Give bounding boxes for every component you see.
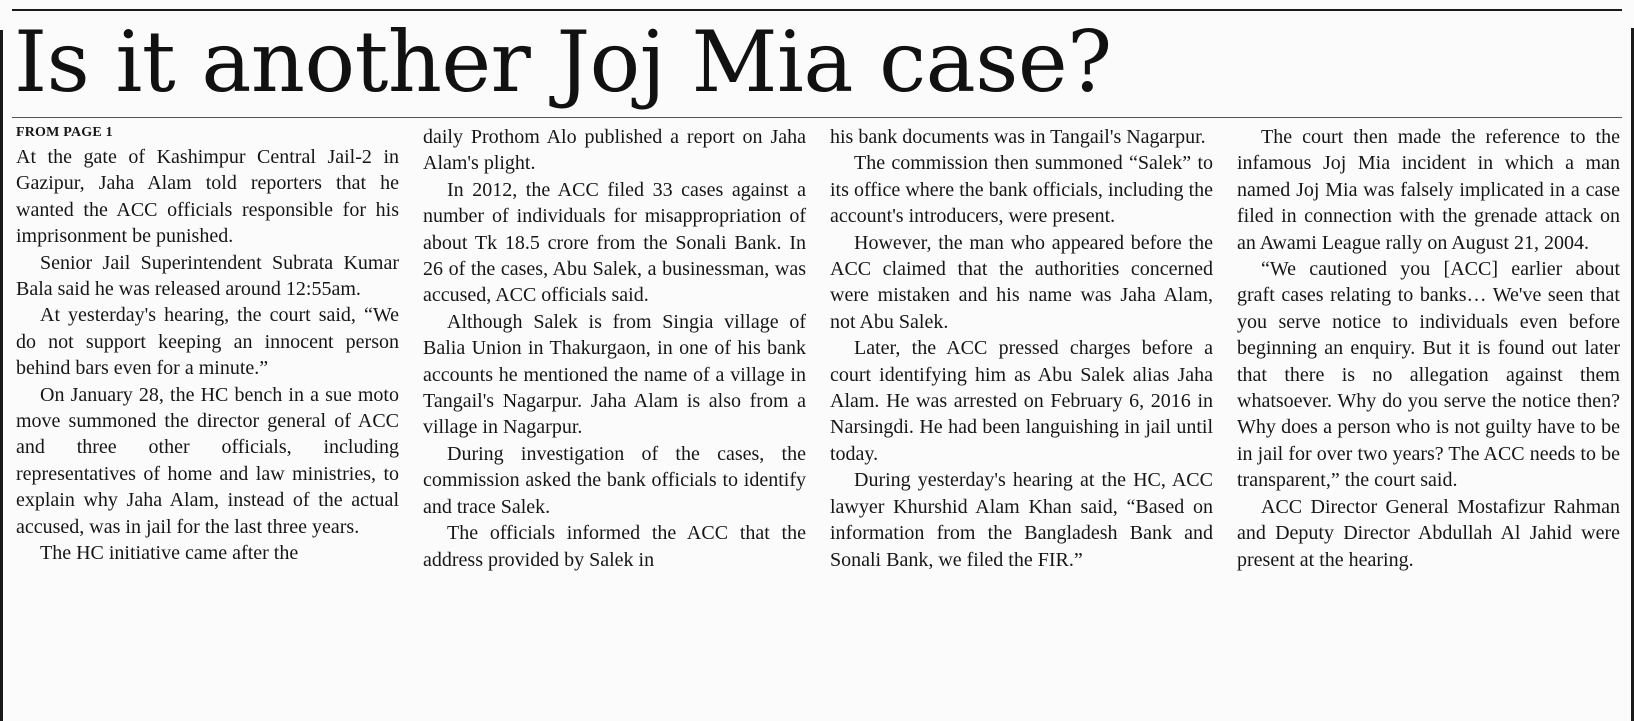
column-2 [423,124,806,721]
paragraph: At yesterday's hearing, the court said, “We do not support keeping an innocent person behind bars even for a minute.” [16,304,399,380]
paragraph: During investigation of the cases, the commission asked the bank officials to identify and trace Salek. [423,442,806,518]
paragraph: “We cautioned you [ACC] earlier about graft cases relating to banks… We've seen that you serve notice to individuals even before beginning an enquiry. But it is found out later that there is no allegation against them whatsoever. Why do you serve the notice then? Why does a person who is not guilty have to be in jail for over two years? The ACC needs to be transparent,” the court said. [1237,258,1620,492]
paragraph: At the gate of Kashimpur Central Jail-2 in Gazipur, Jaha Alam told reporters that he wanted the ACC officials responsible for his imprisonment be punished. [16,146,399,248]
paragraph: The commission then summoned “Salek” to its office where the bank officials, including the account's introducers, were present. [830,152,1213,228]
column-3 [830,124,1213,721]
paragraph: The officials informed the ACC that the address provided by Salek in [423,522,806,571]
paragraph: In 2012, the ACC filed 33 cases against a number of individuals for misappropriation of about Tk 18.5 crore from the Sonali Bank. In 26 of the cases, Abu Salek, a businessman, was accused, ACC officials said. [423,178,806,307]
paragraph: ACC Director General Mostafizur Rahman and Deputy Director Abdullah Al Jahid were present at the hearing. [1237,495,1620,571]
paragraph: During yesterday's hearing at the HC, ACC lawyer Khurshid Alam Khan said, “Based on information from the Bangladesh Bank and Sonali Bank, we filed the FIR.” [830,469,1213,571]
article-body [16,124,1620,721]
paragraph: his bank documents was in Tangail's Nagarpur. [830,126,1206,148]
paragraph: The HC initiative came after the [40,542,299,565]
paragraph: daily Prothom Alo published a report on Jaha Alam's plight. [423,126,806,175]
paragraph: The court then made the reference to the infamous Joj Mia incident in which a man named Joj Mia was falsely implicated in a case filed in connection with the grenade attack on an Awami League rally on August 21, 2004. [1237,126,1620,254]
continued-from-label: FROM PAGE 1 [16,125,113,140]
left-border [0,30,3,721]
headline-rule [12,117,1622,118]
column-4 [1237,124,1620,721]
top-rule [12,9,1622,11]
paragraph: On January 28, the HC bench in a sue moto move summoned the director general of ACC and three other officials, including representatives of home and law ministries, to explain why Jaha Alam, instead of the actual accused, was in jail for the last three years. [16,383,399,538]
paragraph: Senior Jail Superintendent Subrata Kumar Bala said he was released around 12:55am. [16,251,399,301]
paragraph: Later, the ACC pressed charges before a court identifying him as Abu Salek alias Jaha Alam. He was arrested on February 6, 2016 in Narsingdi. He had been languishing in jail until today. [830,337,1213,465]
paragraph: However, the man who appeared before the ACC claimed that the authorities concerned were mistaken and his name was Jaha Alam, not Abu Salek. [830,231,1213,333]
column-1 [16,124,399,721]
article-headline: Is it another Joj Mia case? [14,13,1112,111]
paragraph: Although Salek is from Singia village of Balia Union in Thakurgaon, in one of his bank accounts he mentioned the name of a village in Tangail's Nagarpur. Jaha Alam is also from a village in Nagarpur. [423,310,806,439]
